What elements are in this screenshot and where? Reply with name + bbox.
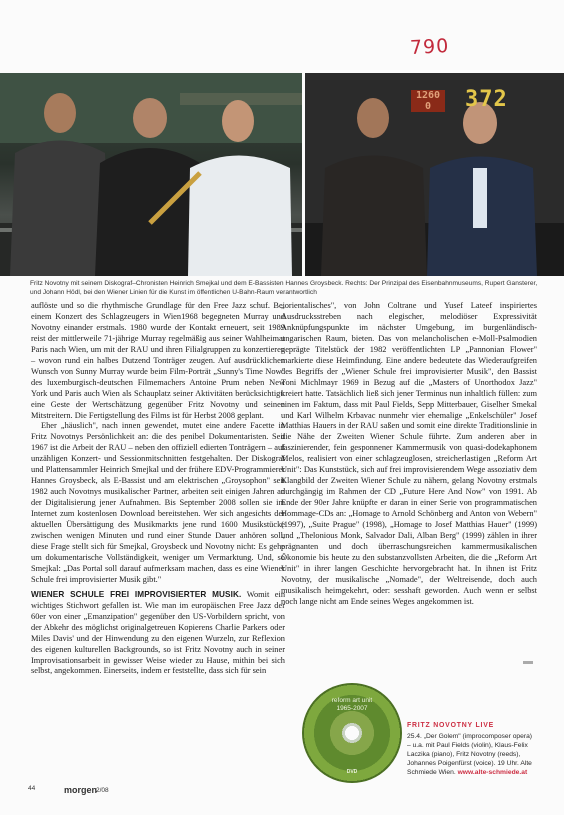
article-column-right: [281, 301, 537, 608]
paragraph-with-subhead: [31, 590, 285, 678]
event-info-box: [407, 721, 537, 777]
issue-number: 2/08: [96, 787, 109, 794]
cd-title: reform art unit: [331, 697, 373, 704]
handwritten-page-number: 790: [409, 34, 450, 60]
paragraph: auflöste und so die rhythmische Grundlage für den Free Jazz schuf. Bei einem Konzert des Schlagzeugers in Wien1968 begegneten Murray und Novotny einander erstmals. 1980 wurde der Kontakt erneuert, seit 1989 reist der mittlerweile 71-jährige Murray regelmäßig aus seiner Wahlheimat Paris nach Wien, um mit der RAU und ihren Filialgruppen zu konzertieren – wovon rund ein halbes Dutzend Tonträger zeugen. Auf ausdrücklichen Wunsch von Sunny Murray wurde beim Film-Porträt „Sunny's Time Now" des luxemburgisch-deutschen Filmemachers Antoine Prum neben New York und Paris auch Wien als Schauplatz seiner Aktivitäten berücksichtigt: eine Geste der Wertschätzung gegenüber Fritz Novotny und seinen Mitstreitern. Die Fertigstellung des Films ist für Herbst 2008 geplant.: [31, 301, 285, 420]
page-number: 44: [28, 785, 36, 792]
website-link[interactable]: www.alte-schmiede.at: [457, 769, 528, 776]
paragraph: Eher „häuslich", nach innen gewendet, mutet eine andere Facette in Fritz Novotnys Persönlichkeit an: die des penibel Dokumentaristen. Seit 1967 ist die Arbeit der RAU – neben den offiziell edierten Tonträgern – auf unzähligen Konzert- und Sessionmitschnitten festgehalten. Der Diskograf und Plattensammler Heinrich Smejkal und der frühere EDV-Programmierer Hannes Groysbeck, als E-Bassist und am elektrischen „Groysophon" seit 1982 auch Novotnys musikalischer Partner, arbeiten seit einigen Jahren an der Digitalisierung jener Aufnahmen. Bis September 2008 sollen sie im Internet zum kostenlosen Download bereitstehen. Wer sich angesichts der aktuellen Übersättigung des Musikmarkts jene rund 1600 Musikstücke zwischen wenigen Minuten und rund einer Stunde Dauer anhören soll, diese Frage stellt sich für Smejkal, Groysbeck und Novotny nicht: Es gehe um dokumentarische Vollständigkeit, weniger um Vermarktung. Und, so Smejkal: „Das Portal soll darauf aufmerksam machen, dass es eine Wiener Schule frei improvisierter Musik gibt.": [31, 421, 285, 584]
info-body: [407, 732, 537, 777]
photo-gansterer-hoedl: [305, 73, 564, 276]
magazine-name: morgen: [64, 785, 98, 795]
cd-year: 1965-2007: [336, 705, 368, 712]
section-subhead: WIENER SCHULE FREI IMPROVISIERTER MUSIK.: [31, 589, 242, 599]
info-text: 25.4. „Der Golem" (improcomposer opera) – u.a. mit Paul Fields (violin), Klaus-Felix Laczika (piano), Fritz Novotny (reeds), Johannes Poigenfürst (voice). 19 Uhr. Alte Schmiede Wien.: [407, 733, 533, 776]
end-mark: [523, 661, 533, 664]
paragraph: „orientalisches", von John Coltrane und Yusef Lateef inspiriertes Ausdrucksstreben nach elegischer, melodiöser Expressivität Anknüpfungspunkte im nächster Umgebung, im burgenländisch-ungarischen Raum, bieten. Das von melancholischen e-Moll-Psalmodien geprägte Titelstück der 1982 veröffentlichten LP „Pannonian Flower" markierte diese Heimfindung. Eine andere bedeutete das Wiederaufgreifen des Begriffs der „Wiener Schule frei improvisierter Musik", den Bassist Toni Michlmayr 1969 in Bezug auf die „Masters of Unorthodox Jazz" kreiert hatte. Tatsächlich ließ sich jener Terminus nun inhaltlich füllen: zum einen im Faktum, dass mit Paul Fields, Sepp Mitterbauer, Giselher Smekal und Karl Wilhelm Krbavac nunmehr vier ehemalige „Enkelschüler" Josef Matthias Hauers in der RAU saßen und somit eine direkte Traditionslinie in die Nähe der Zweiten Wiener Schule führte. Zum anderen aber in faszinierender, fein gesponnener Kammermusik von quasi-dodekaphonem Melos, realisiert von einer schlagzeuglosen, streicherlastigen „Reform Art Unit": Das Kunststück, sich auf frei improvisierendem Wege assoziativ dem Klangbild der Zweiten Wiener Schule zu nähern, gelang Novotny erstmals durchgängig im Rahmen der CD „Future Here And Now" von 1991. Ab Ende der 90er Jahre knüpfte er daran in einer Serie von programmatischen Hommage-CDs an: „Homage to Arnold Schönberg and Anton von Webern" (1997), „Suite Prague" (1998), „Homage to Josef Matthias Hauer" (1999) und „Thelonious Monk, Salvador Dali, Alban Berg" (1999) zählen in ihrer prägnanten und doch überraschungsreichen kammermusikalischen Ökonomie bis heute zu den substanzvollsten Arbeiten, die die „Reform Art Unit" in ihrer langen Geschichte hervorgebracht hat. In ihnen ist Fritz Novotny, der musikalische „Nomade", der Weltreisende, doch auch musikalisch heimgekehrt, oder: sesshaft geworden. Auch wenn er selbst noch lange nicht am Ende seines Weges angekommen ist.: [281, 301, 537, 606]
cd-disc-image: [302, 683, 402, 783]
info-heading: FRITZ NOVOTNY LIVE: [407, 722, 495, 729]
locomotive-number-plate: 1260 0: [411, 90, 445, 112]
article-column-left: [31, 301, 285, 677]
dvd-logo: DVD: [346, 769, 358, 775]
locomotive-number: 372: [465, 87, 508, 112]
photo-novotny-smejkal-groysbeck: [0, 73, 302, 276]
paragraph-text: Womit ein wichtiges Stichwort gefallen ist. Wie man im europäischen Free Jazz der 60er von einer „Emanzipation" gegenüber den US-Vorbildern spricht, von der Abkehr des möglichst originalgetreuen Kopierens Charlie Parkers oder Miles Davis' und der Hinwendung zu den eigenen Wurzeln, zur Reflexion des eigenen kulturellen Backgrounds, so ist Fritz Novotny auch in seiner Improvisationsarbeit in gewisser Weise wieder zu Hause, mithin bei sich selbst, angekommen. Einerseits, indem er feststellte, dass sich für sein: [31, 589, 286, 676]
photo-caption: Fritz Novotny mit seinem Diskograf–Chronisten Heinrich Smejkal und dem E-Bassisten Hannes Groysbeck. Rechts: Der Prinzipal des Eisenbahnmuseums, Rupert Gansterer, und Johann Hödl, bei den Wiener Linien für die Kunst im öffentlichen U-Bahn-Raum verantwortlich: [30, 280, 538, 296]
